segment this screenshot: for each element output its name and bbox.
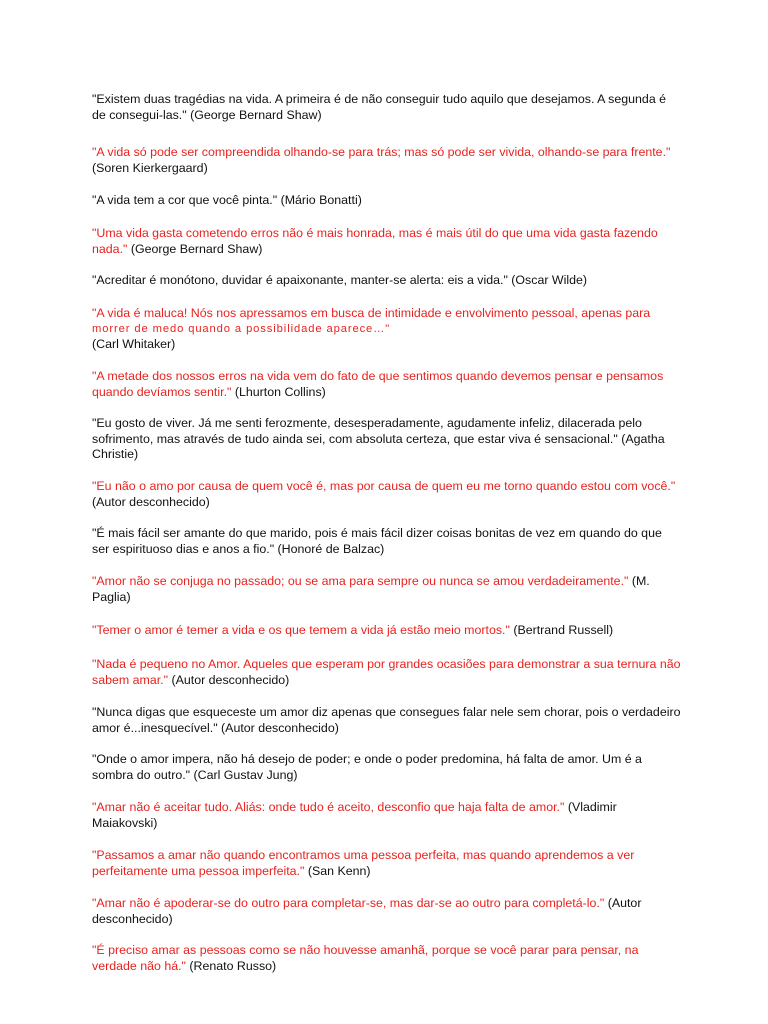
quote-text: "A metade dos nossos erros na vida vem do fato de que sentimos quando devemos pensar e pensamos quando devíamos sentir." (92, 369, 664, 399)
quote-3 (92, 193, 682, 209)
quote-text: "É preciso amar as pessoas como se não houvesse amanhã, porque se você parar para pensar, na verdade não há." (92, 943, 639, 973)
quote-19 (92, 943, 682, 974)
quote-18 (92, 896, 682, 927)
quote-9 (92, 479, 682, 510)
quote-text: "Amor não se conjuga no passado; ou se ama para sempre ou nunca se amou verdadeiramente." (92, 574, 629, 588)
quote-author: (Lhurton Collins) (231, 384, 326, 399)
quote-13 (92, 657, 682, 688)
quote-12 (92, 623, 682, 639)
quote-author: "A vida tem a cor que você pinta." (Mário Bonatti) (92, 193, 362, 207)
quote-2 (92, 145, 682, 176)
quote-author: (M. Paglia) (92, 574, 650, 604)
quote-text: "Amar não é apoderar-se do outro para completar-se, mas dar-se ao outro para completá-lo." (92, 896, 605, 910)
quote-author: (George Bernard Shaw) (127, 241, 263, 256)
quote-text: "Nada é pequeno no Amor. Aqueles que esperam por grandes ocasiões para demonstrar a sua ternura não sabem amar." (92, 657, 681, 687)
quote-author: (Autor desconhecido) (92, 494, 210, 509)
quote-author: (Autor desconhecido) (92, 896, 642, 926)
quote-text: "Amar não é aceitar tudo. Aliás: onde tudo é aceito, desconfio que haja falta de amor." (92, 800, 565, 814)
quote-1 (92, 92, 682, 123)
quote-14 (92, 705, 682, 736)
quote-text: "Uma vida gasta cometendo erros não é mais honrada, mas é mais útil do que uma vida gasta fazendo nada." (92, 226, 658, 256)
quote-text: "A vida só pode ser compreendida olhando-se para trás; mas só pode ser vivida, olhando-se para frente." (92, 145, 671, 159)
quote-author: "É mais fácil ser amante do que marido, pois é mais fácil dizer coisas bonitas de vez em quando do que ser espirituoso dias e anos a fio." (Honoré de Balzac) (92, 526, 662, 556)
quote-text: "A vida é maluca! Nós nos apressamos em busca de intimidade e envolvimento pessoal, apenas para (92, 306, 651, 320)
quote-author: (Vladimir Maiakovski) (92, 800, 617, 830)
quote-7 (92, 369, 682, 400)
quote-author: (Renato Russo) (185, 958, 277, 973)
quote-author: (Soren Kierkergaard) (92, 160, 208, 175)
quote-6 (92, 306, 682, 353)
quote-author: (Autor desconhecido) (168, 672, 290, 687)
quote-16 (92, 800, 682, 831)
quote-text: "Eu não o amo por causa de quem você é, mas por causa de quem eu me torno quando estou com você." (92, 479, 676, 493)
quote-author: (San Kenn) (304, 863, 371, 878)
quote-author: "Existem duas tragédias na vida. A primeira é de não conseguir tudo aquilo que desejamos. A segunda é de consegui-las." (George Bernard Shaw) (92, 92, 667, 122)
quote-15 (92, 752, 682, 783)
quote-10 (92, 526, 682, 557)
quote-4 (92, 226, 682, 257)
quote-5 (92, 273, 682, 289)
quote-author: (Carl Whitaker) (92, 337, 176, 351)
quote-author: "Onde o amor impera, não há desejo de poder; e onde o poder predomina, há falta de amor. Um é a sombra do outro." (Carl Gustav Jung) (92, 752, 642, 782)
quote-author: (Bertrand Russell) (509, 623, 614, 637)
quote-17 (92, 848, 682, 879)
quote-text: "Passamos a amar não quando encontramos uma pessoa perfeita, mas quando aprendemos a ver perfeitamente uma pessoa imperfeita." (92, 848, 635, 878)
quote-author: "Nunca digas que esqueceste um amor diz apenas que consegues falar nele sem chorar, pois o verdadeiro amor é...inesquecível." (Autor desconhecido) (92, 705, 681, 735)
quote-8 (92, 416, 682, 463)
quote-text: "Temer o amor é temer a vida e os que temem a vida já estão meio mortos." (92, 623, 510, 637)
quote-text-continued: morrer de medo quando a possibilidade aparece…" (92, 322, 391, 335)
quote-author: "Acreditar é monótono, duvidar é apaixonante, manter-se alerta: eis a vida." (Oscar Wilde) (92, 273, 588, 287)
quote-11 (92, 574, 682, 605)
quote-author: "Eu gosto de viver. Já me senti ferozmente, desesperadamente, agudamente infeliz, dilacerada pelo sofrimento, mas através de tudo ainda sei, com absoluta certeza, que estar viva é sensacional." (Agatha Christie) (92, 416, 665, 461)
